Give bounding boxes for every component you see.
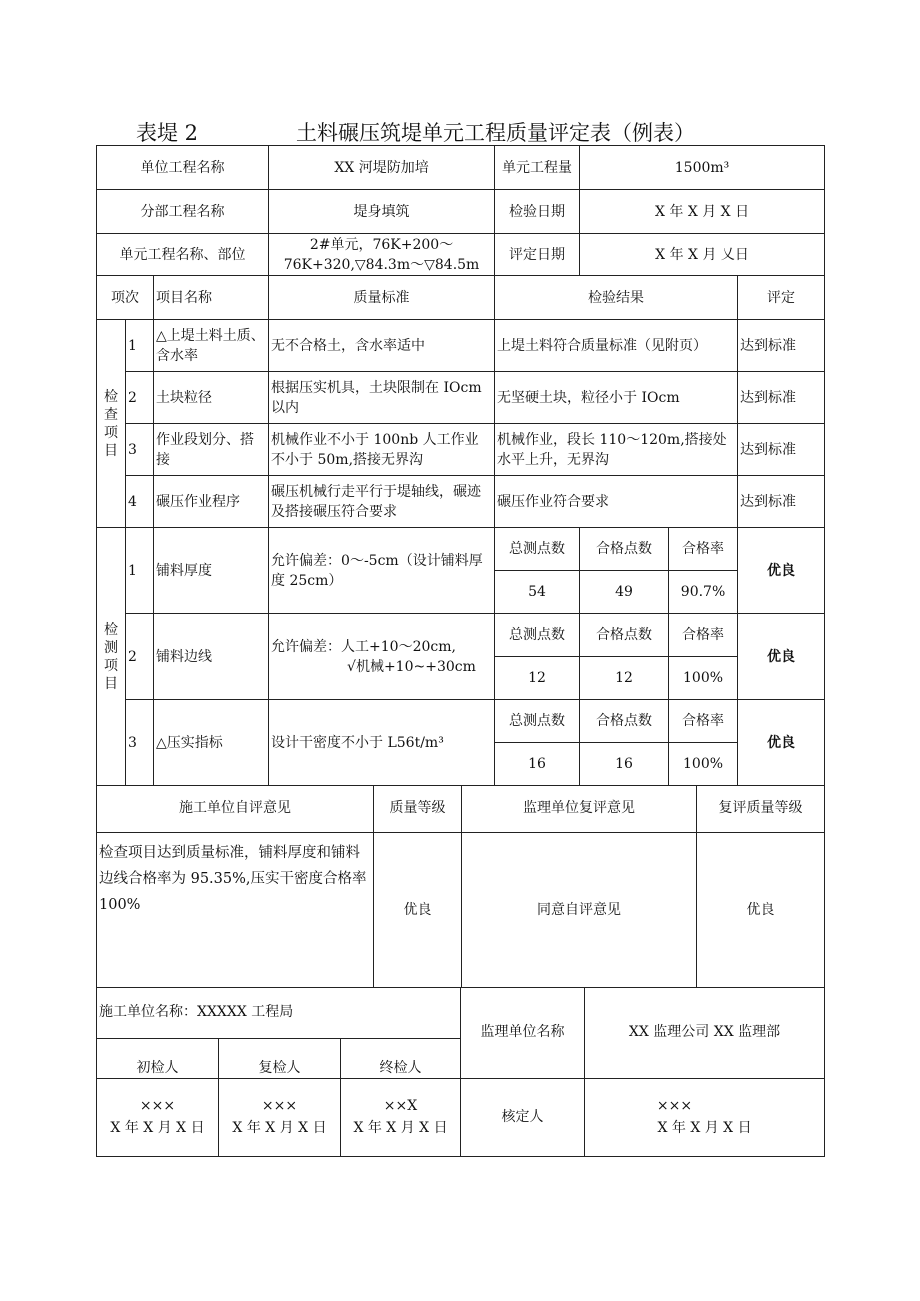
check-row-result: 机械作业，段长 110～120m,搭接处水平上升，无界沟 — [495, 424, 738, 476]
check-row-rating: 达到标准 — [738, 320, 825, 372]
division-label: 分部工程名称 — [97, 190, 269, 234]
recheck-grade-value: 优良 — [697, 832, 825, 987]
col-item-header: 项目名称 — [154, 276, 269, 320]
measure-row-standard — [269, 614, 495, 700]
measure-row-rating: 优良 — [738, 700, 825, 786]
table-number: 表堤 2 — [136, 121, 199, 145]
measure-rate: 90.7% — [669, 571, 738, 614]
eval-date-label: 评定日期 — [495, 234, 580, 276]
sub-header-pass: 合格点数 — [580, 528, 669, 571]
check-row-rating: 达到标准 — [738, 476, 825, 528]
unit-project-label: 单位工程名称 — [97, 146, 269, 190]
initial-inspector-name: ××× — [139, 1098, 176, 1114]
check-row-rating: 达到标准 — [738, 372, 825, 424]
approver-sign — [585, 1078, 825, 1156]
measure-standard-line2: √机械+10~+30cm — [347, 658, 476, 675]
inspect-date-value: X 年 X 月 X 日 — [580, 190, 825, 234]
check-row-item: 土块粒径 — [154, 372, 269, 424]
measure-row-item: △压实指标 — [154, 700, 269, 786]
measure-total: 12 — [495, 657, 580, 700]
measure-group-label: 检测项目 — [97, 528, 126, 786]
approver-name: ××× — [656, 1098, 693, 1114]
unit-quantity-value: 1500m³ — [580, 146, 825, 190]
sub-header-pass: 合格点数 — [580, 614, 669, 657]
element-value-line2: 76K+320,▽84.3m～▽84.5m — [283, 256, 480, 273]
sub-header-pass: 合格点数 — [580, 700, 669, 743]
measure-standard-line1: 允许偏差：人工+10～20cm, — [271, 638, 456, 655]
check-row-no: 4 — [126, 476, 154, 528]
measure-total: 54 — [495, 571, 580, 614]
check-row-result: 无坚硬土块，粒径小于 IOcm — [495, 372, 738, 424]
check-row-standard: 无不合格土，含水率适中 — [269, 320, 495, 372]
col-rating-header: 评定 — [738, 276, 825, 320]
constructor-name: 施工单位名称：XXXXX 工程局 — [97, 987, 461, 1038]
col-result-header: 检验结果 — [495, 276, 738, 320]
supervisor-unit-value: XX 监理公司 XX 监理部 — [585, 987, 825, 1078]
division-value: 堤身填筑 — [269, 190, 495, 234]
supervisor-opinion-text: 同意自评意见 — [462, 832, 697, 987]
check-row-rating: 达到标准 — [738, 424, 825, 476]
col-standard-header: 质量标准 — [269, 276, 495, 320]
check-row-item: △上堤土料土质、含水率 — [154, 320, 269, 372]
grade-label: 质量等级 — [374, 785, 462, 832]
recheck-inspector-sign — [219, 1078, 341, 1156]
measure-row-no: 3 — [126, 700, 154, 786]
final-inspector-date: X 年 X 月 X 日 — [353, 1120, 448, 1136]
measure-row-standard: 允许偏差：0～-5cm（设计铺料厚度 25cm） — [269, 528, 495, 614]
measure-total: 16 — [495, 743, 580, 786]
measure-row-item: 铺料厚度 — [154, 528, 269, 614]
supervisor-opinion-label: 监理单位复评意见 — [462, 785, 697, 832]
self-eval-text: 检查项目达到质量标准，铺料厚度和铺料边线合格率为 95.35%,压实干密度合格率 100% — [97, 832, 374, 987]
table-title: 土料碾压筑堤单元工程质量评定表（例表） — [296, 121, 695, 145]
grade-value: 优良 — [374, 832, 462, 987]
sub-header-rate: 合格率 — [669, 528, 738, 571]
element-value — [269, 234, 495, 276]
inspect-date-label: 检验日期 — [495, 190, 580, 234]
sub-header-total: 总测点数 — [495, 614, 580, 657]
check-row-item: 碾压作业程序 — [154, 476, 269, 528]
element-label: 单元工程名称、部位 — [97, 234, 269, 276]
measure-row-standard: 设计干密度不小于 L56t/m³ — [269, 700, 495, 786]
check-row-no: 1 — [126, 320, 154, 372]
check-row-no: 3 — [126, 424, 154, 476]
recheck-inspector-date: X 年 X 月 X 日 — [232, 1120, 327, 1136]
measure-rate: 100% — [669, 743, 738, 786]
check-row-standard: 碾压机械行走平行于堤轴线，碾迹及搭接碾压符合要求 — [269, 476, 495, 528]
sub-header-rate: 合格率 — [669, 614, 738, 657]
initial-inspector-date: X 年 X 月 X 日 — [110, 1120, 205, 1136]
unit-quantity-label: 单元工程量 — [495, 146, 580, 190]
self-eval-label: 施工单位自评意见 — [97, 785, 374, 832]
recheck-inspector-name: ××× — [261, 1098, 298, 1114]
element-value-line1: 2#单元，76K+200～ — [309, 236, 454, 253]
initial-inspector-label: 初检人 — [97, 1038, 219, 1078]
check-row-item: 作业段划分、搭接 — [154, 424, 269, 476]
measure-pass: 49 — [580, 571, 669, 614]
opinion-table — [96, 785, 825, 988]
supervisor-unit-label: 监理单位名称 — [461, 987, 585, 1078]
final-inspector-label: 终检人 — [341, 1038, 461, 1078]
measure-row-rating: 优良 — [738, 528, 825, 614]
sub-header-total: 总测点数 — [495, 700, 580, 743]
measure-pass: 12 — [580, 657, 669, 700]
sub-header-total: 总测点数 — [495, 528, 580, 571]
document-title — [136, 117, 695, 147]
signoff-table — [96, 987, 825, 1157]
measure-row-item: 铺料边线 — [154, 614, 269, 700]
approver-date: X 年 X 月 X 日 — [657, 1120, 752, 1136]
check-row-standard: 机械作业不小于 100nb 人工作业不小于 50m,搭接无界沟 — [269, 424, 495, 476]
check-row-result: 上堤土料符合质量标准（见附页） — [495, 320, 738, 372]
approver-label: 核定人 — [461, 1078, 585, 1156]
unit-project-value: XX 河堤防加培 — [269, 146, 495, 190]
check-row-standard: 根据压实机具，土块限制在 IOcm 以内 — [269, 372, 495, 424]
final-inspector-sign — [341, 1078, 461, 1156]
check-group-label: 检查项目 — [97, 320, 126, 528]
sub-header-rate: 合格率 — [669, 700, 738, 743]
measure-row-no: 2 — [126, 614, 154, 700]
evaluation-table — [96, 145, 825, 786]
measure-rate: 100% — [669, 657, 738, 700]
check-row-result: 碾压作业符合要求 — [495, 476, 738, 528]
final-inspector-name: ××X — [383, 1098, 418, 1114]
col-seq-header: 项次 — [97, 276, 154, 320]
measure-row-no: 1 — [126, 528, 154, 614]
recheck-grade-label: 复评质量等级 — [697, 785, 825, 832]
initial-inspector-sign — [97, 1078, 219, 1156]
measure-pass: 16 — [580, 743, 669, 786]
eval-date-value: X 年 X 月 乂日 — [580, 234, 825, 276]
measure-row-rating: 优良 — [738, 614, 825, 700]
check-row-no: 2 — [126, 372, 154, 424]
recheck-inspector-label: 复检人 — [219, 1038, 341, 1078]
